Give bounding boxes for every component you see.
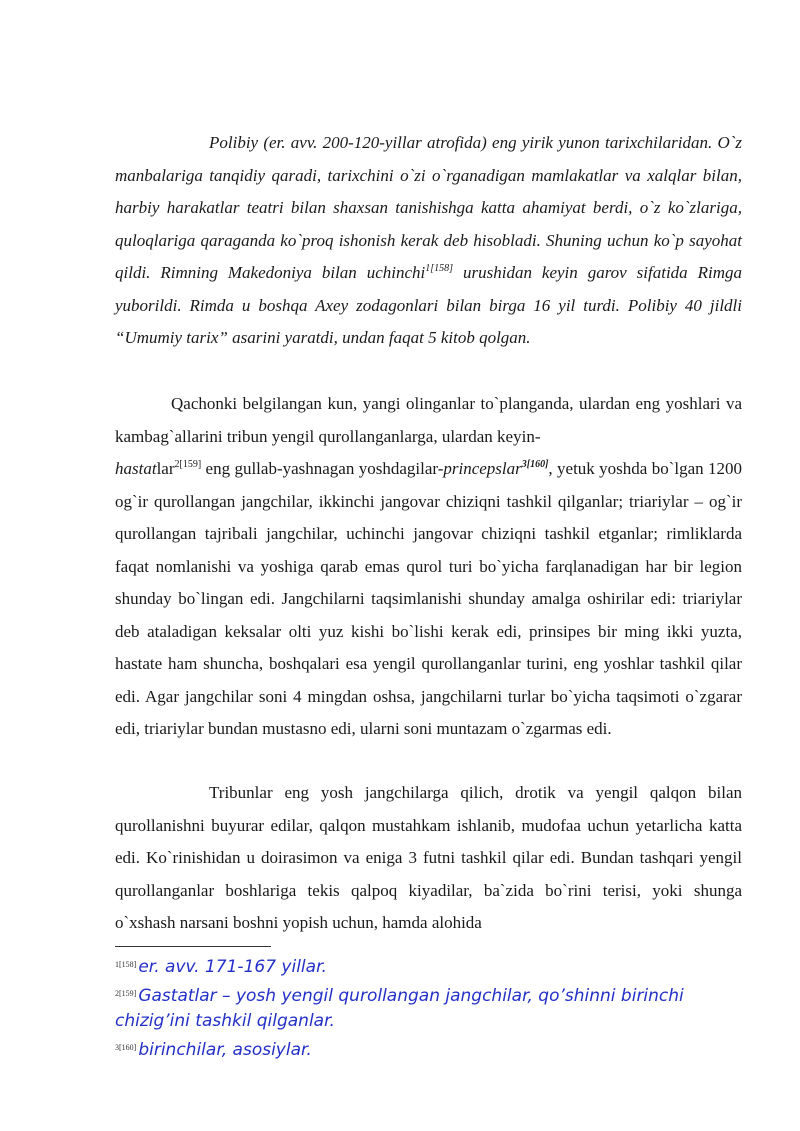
paragraph-text: Polibiy (er. avv. 200-120-yillar atrofida) eng yirik yunon tarixchilaridan. O`z manbalariga tanqidiy qaradi, tarixchini o`zi o`rganadigan mamlakatlar va xalqlar bilan, harbiy harakatlar teatri bilan shaxsan tanishishga katta ahamiyat berdi, o`z ko`zlariga, quloqlariga qaraganda ko`proq ishonish kerak deb hisobladi. Shuning uchun ko`p sayohat qildi. Rimning Makedoniya bilan uchinchi <box>115 133 742 282</box>
paragraph-text: urushidan keyin garov sifatida Rimga yuborildi. Rimda u boshqa Axey zodagonlari bilan birga 16 yil turdi. Polibiy 40 jildli “Umumiy tarix” asarini yaratdi, undan faqat 5 kitob qolgan. <box>115 263 742 347</box>
footnote-text: birinchilar, asosiylar. <box>138 1040 312 1060</box>
paragraph-text: Qachonki belgilangan kun, yangi olinganlar to`planganda, ulardan eng yoshlari va kambag`allarini tribun yengil qurollanganlarga, ulardan keyin- <box>115 394 742 446</box>
paragraph-text: eng gullab-yashnagan yoshdagilar- <box>201 459 444 478</box>
paragraph-legion-division <box>115 388 742 746</box>
footnote-text: er. avv. 171-167 yillar. <box>138 957 327 977</box>
paragraph-text: Tribunlar eng yosh jangchilarga qilich, drotik va yengil qalqon bilan qurollanishni buyurar edilar, qalqon mustahkam ishlanib, mudofaa uchun yetarlicha katta edi. Ko`rinishidan u doirasimon va eniga 3 futni tashkil qilar edi. Bundan tashqari yengil qurollanganlar boshlariga tekis qalpoq kiyadilar, ba`zida bo`rini terisi, yoki shunga o`xshash narsani boshni yopish uchun, hamda alohida <box>115 783 742 932</box>
paragraph-text: , yetuk yoshda bo`lgan 1200 og`ir qurollangan jangchilar, ikkinchi jangovar chiziqni tashkil qilganlar; triariylar – og`ir qurollangan tajribali jangchilar, uchinchi jangovar chiziqni tashkil etganlar; rimliklarda faqat nomlanishi va yoshiga qarab emas qurol turi bo`yicha farqlanadigan har bir legion shunday bo`lingan edi. Jangchilarni taqsimlanishi shunday amalga oshirilar edi: triariylar deb ataladigan keksalar olti yuz kishi bo`lishi kerak edi, prinsipes bir ming ikki yuzta, hastate ham shuncha, boshqalari esa yengil qurollanganlar turini, eng yoshlar tashkil qilar edi. Agar jangchilar soni 4 mingdan oshsa, jangchilarni turlar bo`yicha taqsimoti o`zgarar edi, triariylar bundan mustasno edi, ularni soni muntazam o`zgarmas edi. <box>115 459 742 738</box>
footnote-ref-2[interactable]: 2[159] <box>174 459 202 470</box>
term-princepslar: princepslar <box>443 459 522 478</box>
footnote-ref-3[interactable]: 3[160] <box>521 459 549 470</box>
footnote-divider <box>115 946 271 947</box>
footnote-mark: 2[159] <box>115 989 137 998</box>
footnote-ref-1[interactable]: 1[158] <box>425 263 454 274</box>
footnote-3 <box>115 1035 755 1063</box>
paragraph-polibiy <box>115 127 742 355</box>
footnote-2 <box>115 981 755 1034</box>
footnotes <box>115 952 755 1064</box>
footnote-mark: 1[158] <box>115 960 137 969</box>
term-suffix: lar <box>156 459 175 478</box>
footnote-1 <box>115 952 755 980</box>
footnote-text: Gastatlar – yosh yengil qurollangan jangchilar, qo’shinni birinchi chizig’ini tashkil qilganlar. <box>115 986 684 1031</box>
footnote-mark: 3[160] <box>115 1043 137 1052</box>
term-hastat: hastat <box>115 459 157 478</box>
paragraph-tribunes <box>115 777 742 940</box>
